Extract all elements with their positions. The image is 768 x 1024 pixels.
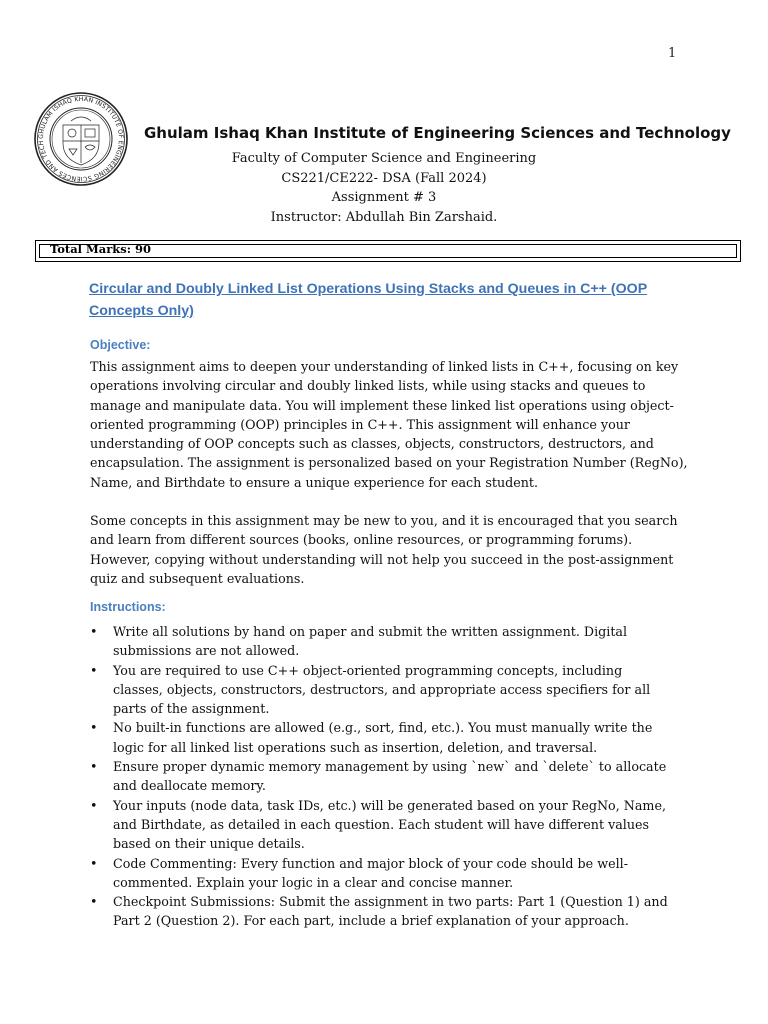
header-details [200,149,568,227]
page-number: 1 [668,46,677,61]
list-item: • No built-in functions are allowed (e.g., sort, find, etc.). You must manually write the logic for all linked list operations such as insertion, deletion, and traversal. [90,718,670,757]
total-marks-label: Total Marks: 90 [50,242,151,256]
faculty-line: Faculty of Computer Science and Engineering [231,151,537,166]
list-item: • Your inputs (node data, task IDs, etc.) will be generated based on your RegNo, Name, and Birthdate, as detailed in each question. Each student will have different values based on their unique details. [90,796,670,854]
institute-logo [33,91,129,187]
total-marks-box [35,240,741,262]
course-line: CS221/CE222- DSA (Fall 2024) [281,170,487,186]
list-item: • Checkpoint Submissions: Submit the assignment in two parts: Part 1 (Question 1) and Part 2 (Question 2). For each part, include a brief explanation of your approach. [90,892,670,931]
seal-icon [33,91,129,187]
list-item: • Ensure proper dynamic memory management by using `new` and `delete` to allocate and deallocate memory. [90,757,670,796]
list-item: • Code Commenting: Every function and major block of your code should be well-commented. Explain your logic in a clear and concise manner. [90,854,670,893]
instructor-line: Instructor: Abdullah Bin Zarshaid. [270,209,498,225]
list-item: • You are required to use C++ object-oriented programming concepts, including classes, objects, constructors, destructors, and appropriate access specifiers for all parts of the assignment. [90,661,670,719]
objective-text-2: Some concepts in this assignment may be new to you, and it is encouraged that you search and learn from different sources (books, online resources, or programming forums). However, copying without understanding will not help you succeed in the post-assignment quiz and subsequent evaluations. [90,513,678,586]
objective-heading: Objective: [90,338,151,352]
objective-paragraph-2 [90,511,690,588]
assignment-title: Circular and Doubly Linked List Operations Using Stacks and Queues in C++ (OOP Concepts Only) [89,281,648,319]
seal-text: GHULAM ISHAQ KHAN INSTITUTE OF ENGINEERING SCIENCES AND TECH [37,95,125,183]
objective-text-1: This assignment aims to deepen your understanding of linked lists in C++, focusing on key operations involving circular and doubly linked lists, while using stacks and queues to manage and manipulate data. You will implement these linked list operations using object-oriented programming (OOP) principles in C++. This assignment will enhance your understanding of OOP concepts such as classes, objects, constructors, destructors, and encapsulation. The assignment is personalized based on your Registration Number (RegNo), Name, and Birthdate to ensure a unique experience for each student. [90,359,688,490]
objective-paragraph-1 [90,357,690,492]
instructions-heading: Instructions: [90,600,166,614]
institute-name: Ghulam Ishaq Khan Institute of Engineering Sciences and Technology [144,124,731,142]
assignment-line: Assignment # 3 [331,190,437,205]
list-item: • Write all solutions by hand on paper and submit the written assignment. Digital submissions are not allowed. [90,622,670,661]
instructions-list [90,622,670,931]
